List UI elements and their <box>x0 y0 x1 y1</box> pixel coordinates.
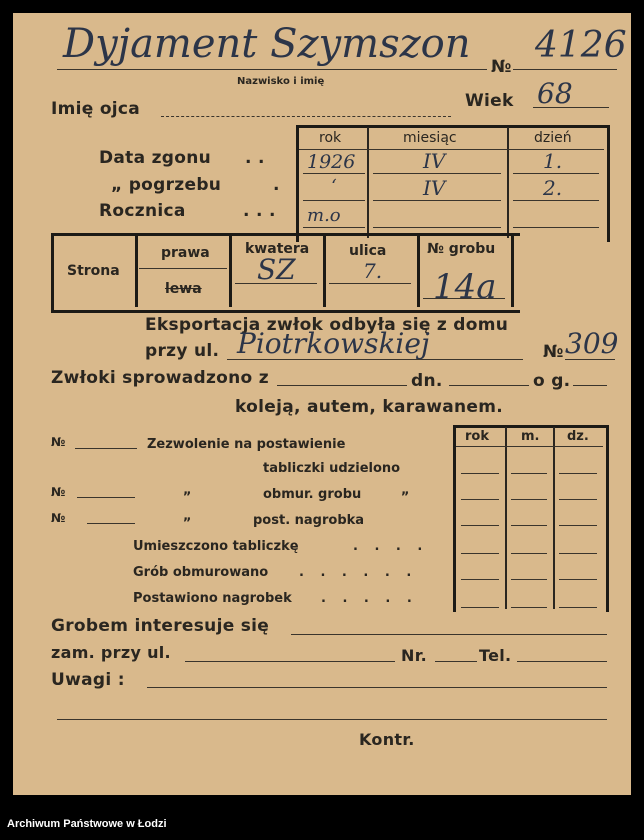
permit-line1: Zezwolenie na postawienie <box>147 437 346 452</box>
anniversary-year-value: m.o <box>307 205 341 226</box>
tel-line <box>517 661 607 662</box>
side-label: Strona <box>67 263 120 279</box>
export-street-line <box>227 359 523 360</box>
wall-ditto-2: „ <box>401 483 410 498</box>
pd-line <box>559 579 597 580</box>
death-month-value: IV <box>423 149 446 173</box>
notes-line-2 <box>57 719 607 720</box>
wall-ditto-1: „ <box>183 483 192 498</box>
pd-line <box>559 553 597 554</box>
export-line: Eksportacja zwłok odbyła się z domu <box>145 315 509 335</box>
day-line <box>449 385 529 386</box>
death-year-line <box>303 173 365 174</box>
placed-tomb-dots: . . . . . <box>321 591 418 606</box>
pd-line <box>511 579 547 580</box>
permit-number-line-1 <box>75 448 137 449</box>
archive-footer: Archiwum Państwowe w Łodzi <box>7 818 167 830</box>
permit-line2: tabliczki udzielono <box>263 461 401 476</box>
anniv-month-line <box>373 227 501 228</box>
permit-col-divider-1 <box>505 427 507 609</box>
anniv-day-line <box>513 227 599 228</box>
pd-line <box>461 525 499 526</box>
hour-label: o g. <box>533 371 571 391</box>
export-number-value: 309 <box>565 327 619 360</box>
permit-col-day: dz. <box>567 429 589 444</box>
kwatera-value: SZ <box>257 253 296 286</box>
loc-divider-1 <box>135 235 138 307</box>
address-nr-label: Nr. <box>401 646 427 665</box>
grave-number-value: 14a <box>433 267 497 307</box>
registry-card <box>13 13 631 795</box>
burial-month-line <box>373 200 501 201</box>
pd-line <box>461 607 499 608</box>
permit-number-line-3 <box>87 523 135 524</box>
side-right: prawa <box>161 245 210 261</box>
pd-line <box>511 607 547 608</box>
surname-line <box>57 69 487 70</box>
grave-interest-line <box>291 634 607 635</box>
brought-from-label: Zwłoki sprowadzono z <box>51 368 269 388</box>
burial-date-label: „ pogrzebu <box>111 175 222 195</box>
pd-line <box>461 499 499 500</box>
notes-label: Uwagi : <box>51 670 125 690</box>
grave-number-label: № grobu <box>427 241 496 257</box>
walled-grave-label: Grób obmurowano <box>133 565 269 580</box>
pd-line <box>511 499 547 500</box>
hour-line <box>573 385 607 386</box>
export-number-label: № <box>543 342 564 362</box>
permit-col-divider-2 <box>553 427 555 609</box>
dates-col-year: rok <box>319 130 342 146</box>
wall-item: obmur. grobu <box>263 487 362 502</box>
permit-dates-table <box>453 425 609 612</box>
tel-label: Tel. <box>479 646 512 665</box>
dates-col-divider-2 <box>507 127 509 238</box>
side-left-crossed: lewa <box>165 281 202 297</box>
pd-line <box>559 473 597 474</box>
loc-divider-2 <box>229 235 232 307</box>
export-number-line <box>565 359 615 360</box>
age-label: Wiek <box>465 91 514 111</box>
pd-line <box>461 473 499 474</box>
pd-line <box>559 525 597 526</box>
address-label: zam. przy ul. <box>51 643 171 662</box>
burial-year-value: ‘ <box>331 176 337 197</box>
loc-divider-3 <box>323 235 326 307</box>
pd-line <box>511 553 547 554</box>
pd-line <box>511 525 547 526</box>
placed-tomb-label: Postawiono nagrobek <box>133 591 292 606</box>
burial-day-value: 2. <box>543 176 563 200</box>
anniversary-label: Rocznica <box>99 201 186 221</box>
age-line <box>533 107 609 108</box>
death-date-dots: . . <box>245 148 265 168</box>
anniversary-dots: . . . <box>243 201 276 221</box>
side-divider-line <box>139 268 227 269</box>
ulica-value: 7. <box>363 259 383 283</box>
loc-divider-5 <box>511 235 514 307</box>
pd-line <box>559 499 597 500</box>
address-nr-line <box>435 661 477 662</box>
anniv-year-line <box>303 227 365 228</box>
death-month-line <box>373 173 501 174</box>
notes-line-1 <box>147 687 607 688</box>
placed-plaque-label: Umieszczono tabliczkę <box>133 539 299 554</box>
ulica-label: ulica <box>349 243 387 259</box>
surname-name-handwritten: Dyjament Szymszon <box>63 21 471 67</box>
brought-from-line <box>277 385 407 386</box>
father-name-line <box>161 116 451 117</box>
kwatera-label: kwatera <box>245 241 310 257</box>
control-label: Kontr. <box>359 730 415 749</box>
permit-col-year: rok <box>465 429 489 444</box>
card-number-line <box>513 69 617 70</box>
death-day-value: 1. <box>543 149 563 173</box>
pd-line <box>559 607 597 608</box>
pd-line <box>511 473 547 474</box>
death-date-label: Data zgonu <box>99 148 212 168</box>
death-year-value: 1926 <box>307 151 356 173</box>
tomb-item: post. nagrobka <box>253 513 365 528</box>
permit-number-line-2 <box>77 497 135 498</box>
death-day-line <box>513 173 599 174</box>
permit-number-sign-3: № <box>51 511 66 525</box>
address-line <box>185 661 395 662</box>
placed-plaque-dots: . . . . <box>353 539 429 554</box>
walled-grave-dots: . . . . . . <box>299 565 418 580</box>
loc-divider-4 <box>417 235 420 307</box>
burial-month-value: IV <box>423 176 446 200</box>
dates-col-day: dzień <box>534 130 572 146</box>
dates-col-divider-1 <box>367 127 369 238</box>
permit-header-rule <box>456 446 603 447</box>
grave-interest-label: Grobem interesuje się <box>51 616 270 636</box>
pd-line <box>461 579 499 580</box>
burial-day-line <box>513 200 599 201</box>
permit-number-sign-2: № <box>51 485 66 499</box>
export-street-label: przy ul. <box>145 341 220 361</box>
day-label: dn. <box>411 371 443 391</box>
ulica-line <box>329 283 411 284</box>
export-street-value: Piotrkowskiej <box>237 327 430 360</box>
permit-number-sign-1: № <box>51 435 66 449</box>
tomb-ditto-1: „ <box>183 509 192 524</box>
card-number-handwritten: 4126 <box>535 25 627 66</box>
permit-col-month: m. <box>521 429 540 444</box>
surname-caption: Nazwisko i imię <box>237 76 325 87</box>
transport-means: koleją, autem, karawanem. <box>235 397 503 417</box>
burial-date-dots: . <box>273 175 280 195</box>
dates-col-month: miesiąc <box>403 130 457 146</box>
father-name-label: Imię ojca <box>51 99 141 119</box>
burial-year-line <box>303 200 365 201</box>
pd-line <box>461 553 499 554</box>
card-number-label: № <box>491 57 512 77</box>
age-handwritten: 68 <box>537 77 573 110</box>
